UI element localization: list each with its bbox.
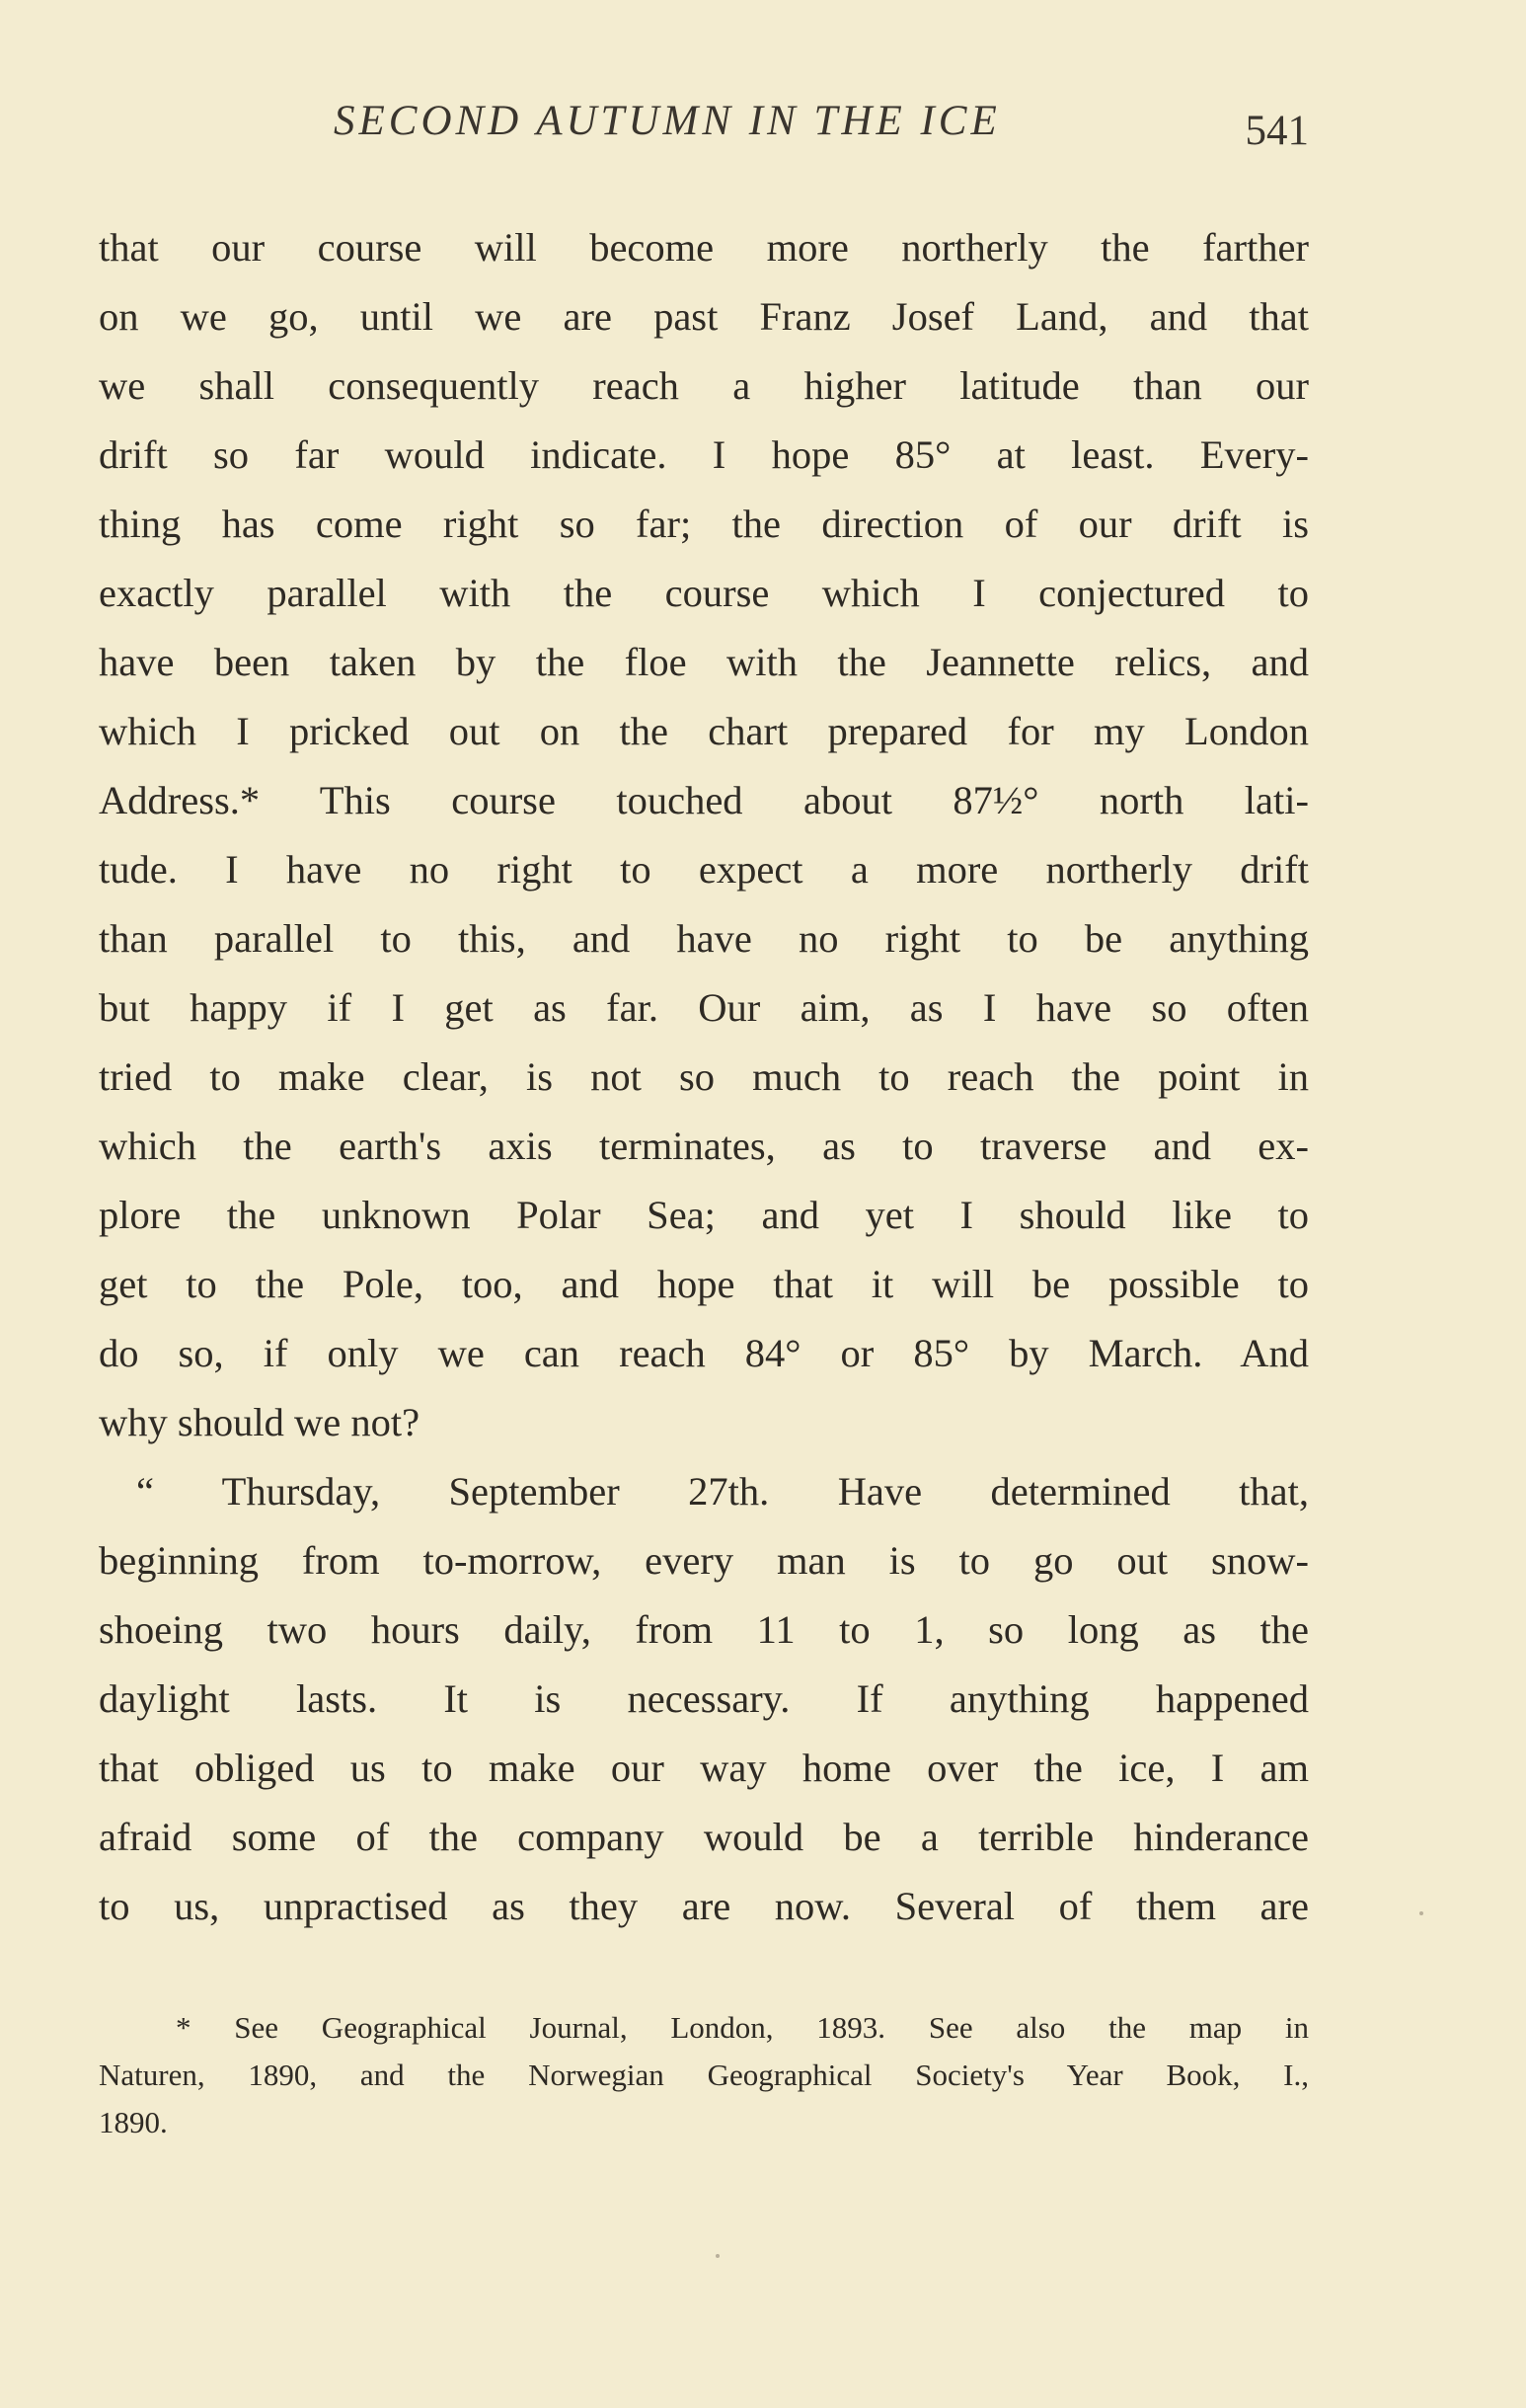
text-line: drift so far would indicate. I hope 85° at least. Every- [99, 432, 1309, 477]
text-line: plore the unknown Polar Sea; and yet I should like to [99, 1193, 1309, 1237]
footnote-line: Naturen, 1890, and the Norwegian Geographical Society's Year Book, I., [99, 2058, 1309, 2092]
text-line: that our course will become more northerly the farther [99, 225, 1309, 270]
text-line: which I pricked out on the chart prepared for my London [99, 709, 1309, 753]
text-line: afraid some of the company would be a terrible hinderance [99, 1815, 1309, 1859]
text-line: which the earth's axis terminates, as to traverse and ex- [99, 1124, 1309, 1168]
text-line: than parallel to this, and have no right to be anything [99, 916, 1309, 961]
text-line: beginning from to-morrow, every man is to go out snow- [99, 1538, 1309, 1583]
text-line: tude. I have no right to expect a more northerly drift [99, 847, 1309, 892]
text-line: Address.* This course touched about 87½° north lati- [99, 778, 1309, 822]
text-line: daylight lasts. It is necessary. If anything happened [99, 1676, 1309, 1721]
text-line: thing has come right so far; the direction of our drift is [99, 502, 1309, 546]
paper-speck [716, 2254, 720, 2258]
text-line: to us, unpractised as they are now. Several of them are [99, 1884, 1309, 1928]
text-line: tried to make clear, is not so much to reach the point in [99, 1054, 1309, 1099]
text-line: but happy if I get as far. Our aim, as I have so often [99, 985, 1309, 1030]
text-line: exactly parallel with the course which I conjectured to [99, 571, 1309, 615]
text-line: “ Thursday, September 27th. Have determined that, [136, 1469, 1309, 1514]
text-line: do so, if only we can reach 84° or 85° by March. And [99, 1331, 1309, 1375]
text-line: on we go, until we are past Franz Josef Land, and that [99, 294, 1309, 339]
body-text [99, 213, 1309, 1941]
running-title: SECOND AUTUMN IN THE ICE [334, 98, 1001, 144]
text-line: have been taken by the floe with the Jeannette relics, and [99, 640, 1309, 684]
text-line: we shall consequently reach a higher latitude than our [99, 363, 1309, 408]
text-line: shoeing two hours daily, from 11 to 1, so long as the [99, 1607, 1309, 1652]
footnote [99, 2004, 1309, 2146]
page-number: 541 [1245, 108, 1309, 154]
footnote-line: 1890. [99, 2105, 168, 2139]
page-header [99, 97, 1309, 166]
text-line: that obliged us to make our way home over the ice, I am [99, 1746, 1309, 1790]
footnote-line: * See Geographical Journal, London, 1893. See also the map in [176, 2010, 1309, 2045]
paper-speck [1419, 1911, 1423, 1915]
text-line: why should we not? [99, 1400, 420, 1444]
text-line: get to the Pole, too, and hope that it will be possible to [99, 1262, 1309, 1306]
